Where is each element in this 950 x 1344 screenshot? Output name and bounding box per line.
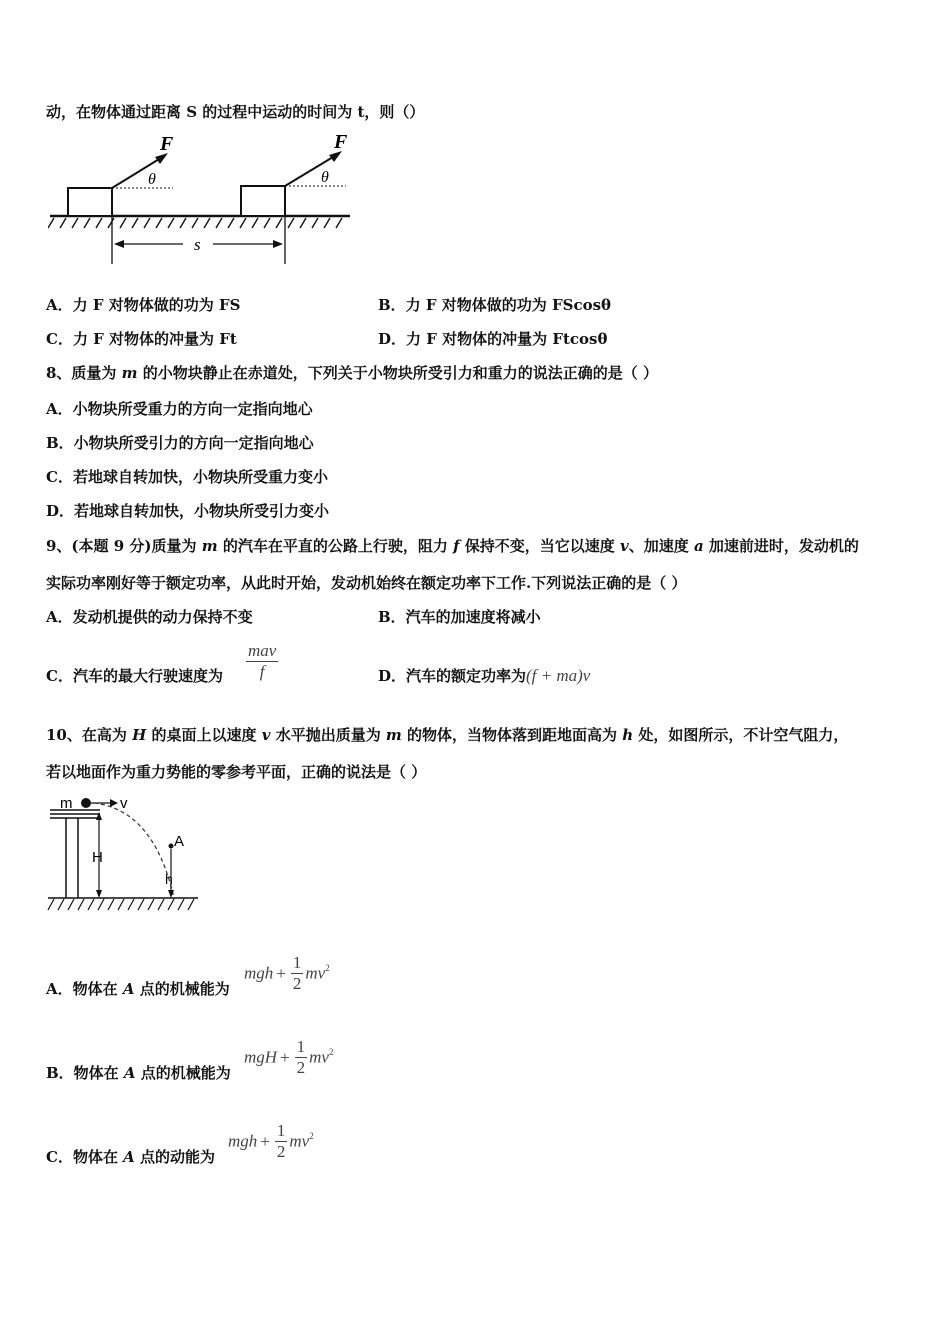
q9-d-formula: (f + ma)v — [526, 666, 591, 685]
height-H-label: H — [92, 849, 103, 866]
q10-stem-line2: 若以地面作为重力势能的零参考平面，正确的说法是（ ） — [46, 763, 427, 781]
q7-figure — [48, 132, 358, 270]
point-A-label: A — [174, 833, 185, 850]
q8-option-d[interactable]: D．若地球自转加快，小物块所受引力变小 — [46, 502, 330, 520]
q8-option-a[interactable]: A．小物块所受重力的方向一定指向地心 — [46, 400, 313, 418]
q7-stem: 动，在物体通过距离 S 的过程中运动的时间为 t，则（） — [46, 103, 425, 121]
q8-option-c[interactable]: C．若地球自转加快，小物块所受重力变小 — [46, 468, 328, 486]
q10-a-formula: mgh + $\frac{1}{2}$ $mv^2$ — [244, 953, 330, 993]
force-label-right: F — [334, 132, 348, 153]
q10-option-a[interactable]: A．物体在 A 点的机械能为 — [46, 980, 230, 998]
force-label-left: F — [160, 133, 174, 155]
q10-b-formula: mgH + $\frac{1}{2}$ $mv^2$ — [244, 1037, 334, 1077]
q10-figure — [44, 792, 202, 916]
angle-label-right: θ — [321, 169, 329, 186]
q7-option-d[interactable]: D．力 F 对物体的冲量为 Ftcosθ — [378, 330, 608, 348]
velocity-label: v — [120, 795, 128, 812]
q9-option-b[interactable]: B．汽车的加速度将减小 — [378, 608, 541, 626]
q9-option-c[interactable]: C．汽车的最大行驶速度为 — [46, 667, 223, 685]
ground-hatch — [48, 899, 194, 910]
mass-label: m — [60, 795, 73, 812]
q9-stem-line1: 9、(本题 9 分)质量为 m 的汽车在平直的公路上行驶，阻力 f 保持不变，当它以速度 v、加速度 a 加速前进时，发动机的 — [46, 537, 859, 555]
q10-stem-line1: 10、在高为 H 的桌面上以速度 v 水平抛出质量为 m 的物体，当物体落到距地面高为 h 处，如图所示，不计空气阻力， — [46, 726, 849, 744]
q9-stem-line2: 实际功率刚好等于额定功率，从此时开始，发动机始终在额定功率下工作.下列说法正确的是（ ） — [46, 574, 687, 592]
block-left — [68, 188, 112, 216]
ground-hatch — [48, 218, 342, 228]
height-h-label: h — [165, 871, 173, 887]
q10-option-c[interactable]: C．物体在 A 点的动能为 — [46, 1148, 216, 1166]
q7-option-a[interactable]: A．力 F 对物体做的功为 FS — [46, 296, 241, 314]
q10-option-b[interactable]: B．物体在 A 点的机械能为 — [46, 1064, 231, 1082]
block-right — [241, 186, 285, 216]
q9-option-a[interactable]: A．发动机提供的动力保持不变 — [46, 608, 253, 626]
mass-ball — [81, 798, 91, 808]
q7-option-b[interactable]: B．力 F 对物体做的功为 FScosθ — [378, 296, 612, 314]
q9-option-d[interactable]: D．汽车的额定功率为(f + ma)v — [378, 666, 591, 685]
angle-label-left: θ — [148, 171, 156, 188]
point-A — [169, 844, 174, 849]
q8-option-b[interactable]: B．小物块所受引力的方向一定指向地心 — [46, 434, 314, 452]
q10-c-formula: mgh + $\frac{1}{2}$ $mv^2$ — [228, 1121, 314, 1161]
q9-c-fraction: mav f — [248, 641, 277, 681]
distance-label: s — [194, 235, 201, 254]
q8-stem: 8、质量为 m 的小物块静止在赤道处，下列关于小物块所受引力和重力的说法正确的是（ ） — [46, 364, 658, 382]
q7-option-c[interactable]: C．力 F 对物体的冲量为 Ft — [46, 330, 237, 348]
